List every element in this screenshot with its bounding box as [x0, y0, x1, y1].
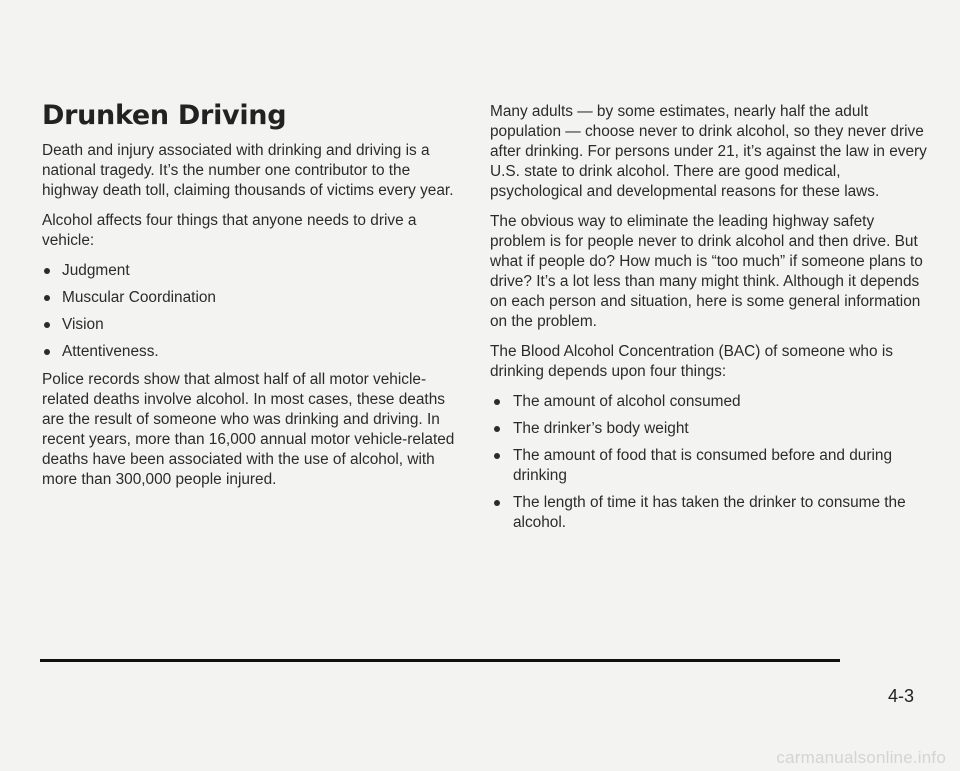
- bullet-icon: [44, 268, 50, 274]
- police-records-paragraph: Police records show that almost half of all motor vehicle-related deaths involve alcohol. In most cases, these deaths are the result of someone who was drinking and driving. In recent years, more than 16,000 annual motor vehicle-related deaths have been associated with the use of alcohol, with more than 300,000 people injured.: [42, 371, 455, 488]
- bullet-icon: [494, 453, 500, 459]
- obvious-way-paragraph: The obvious way to eliminate the leading highway safety problem is for people never to drink alcohol and then drive. But what if people do? How much is “too much” if someone plans to drive? It’s a lot less than many might think. Although it depends on each person and situation, here is some general information on the problem.: [490, 213, 923, 330]
- list-item: Attentiveness.: [42, 342, 460, 362]
- list-item: Muscular Coordination: [42, 288, 460, 308]
- list-item: Vision: [42, 315, 460, 335]
- bullet-icon: [44, 322, 50, 328]
- affects-paragraph: Alcohol affects four things that anyone needs to drive a vehicle:: [42, 212, 417, 249]
- bullet-icon: [494, 426, 500, 432]
- bullet-icon: [44, 349, 50, 355]
- right-column: [490, 102, 930, 541]
- affects-list: [42, 261, 460, 362]
- list-item: Judgment: [42, 261, 460, 281]
- list-item: The length of time it has taken the drinker to consume the alcohol.: [490, 493, 930, 533]
- bac-paragraph: The Blood Alcohol Concentration (BAC) of someone who is drinking depends upon four things:: [490, 343, 893, 380]
- list-item: The amount of alcohol consumed: [490, 392, 930, 412]
- list-item: The drinker’s body weight: [490, 419, 930, 439]
- left-column: [42, 100, 460, 500]
- footer-rule: [40, 659, 840, 662]
- section-title: Drunken Driving: [42, 100, 287, 131]
- bullet-icon: [494, 500, 500, 506]
- adults-paragraph: Many adults — by some estimates, nearly half the adult population — choose never to drink alcohol, so they never drive after drinking. For persons under 21, it’s against the law in every U.S. state to drink alcohol. There are good medical, psychological and developmental reasons for these laws.: [490, 103, 927, 200]
- bac-list: [490, 392, 930, 533]
- watermark: carmanualsonline.info: [776, 748, 946, 767]
- list-item: The amount of food that is consumed before and during drinking: [490, 446, 930, 486]
- intro-paragraph: Death and injury associated with drinking and driving is a national tragedy. It’s the number one contributor to the highway death toll, claiming thousands of victims every year.: [42, 142, 454, 199]
- page-number: 4-3: [888, 686, 915, 706]
- bullet-icon: [494, 399, 500, 405]
- bullet-icon: [44, 295, 50, 301]
